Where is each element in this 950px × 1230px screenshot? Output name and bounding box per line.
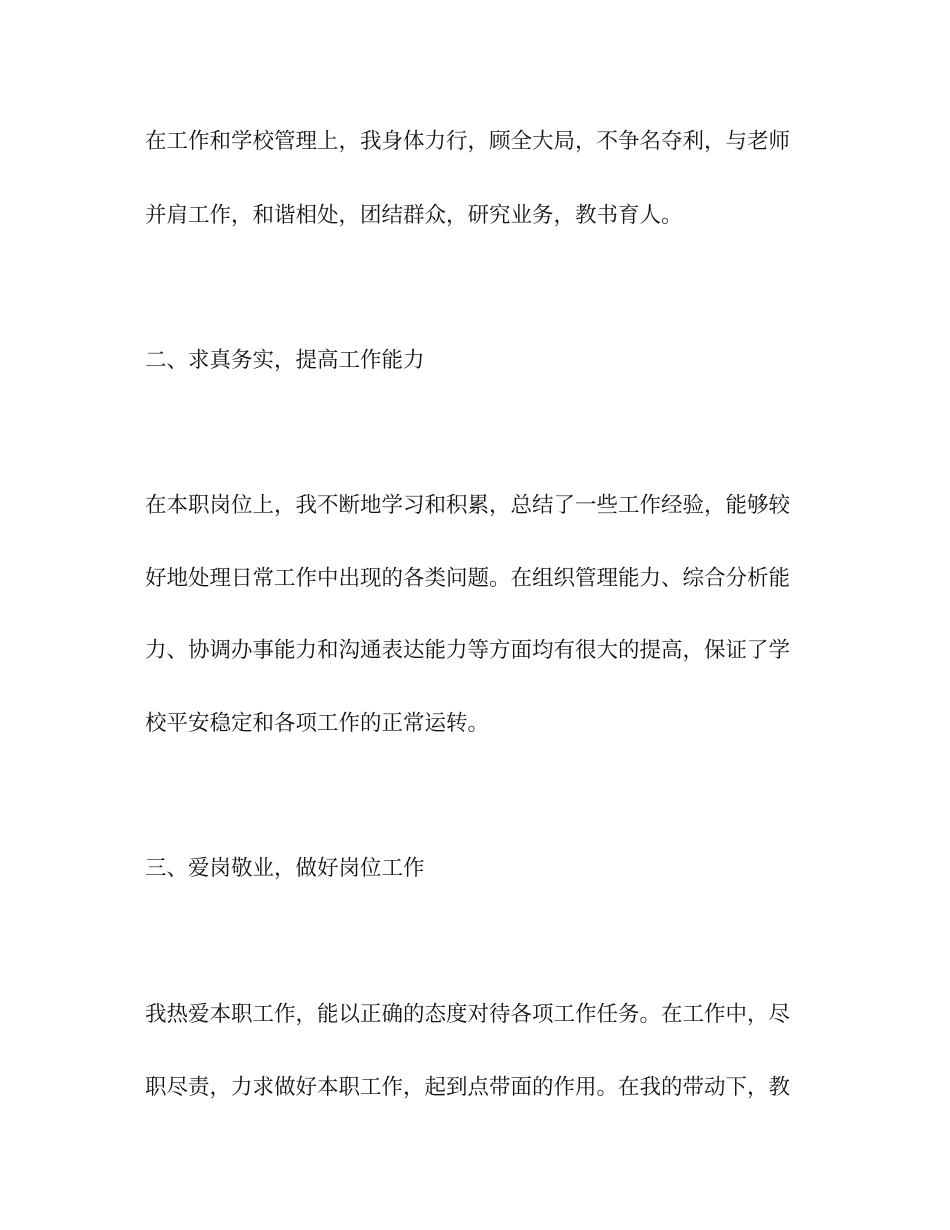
paragraph-line: 校平安稳定和各项工作的正常运转。	[145, 711, 490, 736]
paragraph-line: 职尽责，力求做好本职工作，起到点带面的作用。在我的带动下，教	[145, 1075, 791, 1100]
section-heading: 三、爱岗敬业，做好岗位工作	[145, 856, 425, 881]
paragraph-line: 我热爱本职工作，能以正确的态度对待各项工作任务。在工作中，尽	[145, 1002, 791, 1027]
paragraph-line: 并肩工作，和谐相处，团结群众，研究业务，教书育人。	[145, 203, 683, 228]
section-heading: 二、求真务实，提高工作能力	[145, 348, 425, 373]
paragraph-line: 在工作和学校管理上，我身体力行，顾全大局，不争名夺利，与老师	[145, 129, 791, 154]
paragraph-line: 在本职岗位上，我不断地学习和积累，总结了一些工作经验，能够较	[145, 493, 791, 518]
paragraph-line: 好地处理日常工作中出现的各类问题。在组织管理能力、综合分析能	[145, 566, 791, 591]
paragraph-line: 力、协调办事能力和沟通表达能力等方面均有很大的提高，保证了学	[145, 638, 791, 663]
